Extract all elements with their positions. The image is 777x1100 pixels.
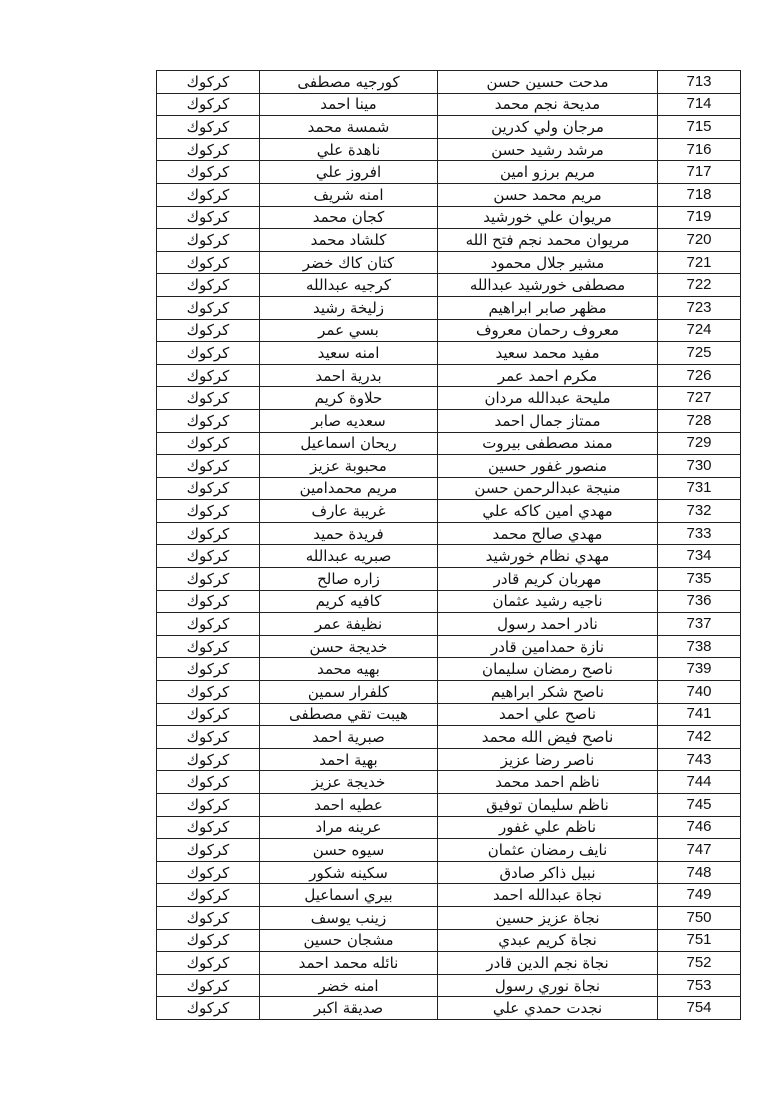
table-row: [157, 952, 741, 975]
row-number-cell: 728: [658, 409, 741, 432]
row-number-cell: 751: [658, 929, 741, 952]
table-row: [157, 138, 741, 161]
full-name-cell: مهدي امين كاكه علي: [438, 500, 658, 523]
full-name-cell: مهدي صالح محمد: [438, 522, 658, 545]
table-row: [157, 364, 741, 387]
mother-name-cell: مينا احمد: [260, 93, 438, 116]
mother-name-cell: كجان محمد: [260, 206, 438, 229]
row-number-cell: 741: [658, 703, 741, 726]
city-cell: كركوك: [157, 206, 260, 229]
mother-name-cell: صديقة اكبر: [260, 997, 438, 1020]
city-cell: كركوك: [157, 455, 260, 478]
mother-name-cell: شمسة محمد: [260, 116, 438, 139]
city-cell: كركوك: [157, 229, 260, 252]
full-name-cell: نايف رمضان عثمان: [438, 839, 658, 862]
full-name-cell: ناجيه رشيد عثمان: [438, 590, 658, 613]
city-cell: كركوك: [157, 681, 260, 704]
mother-name-cell: زاره صالح: [260, 568, 438, 591]
mother-name-cell: امنه شريف: [260, 183, 438, 206]
full-name-cell: ناصح شكر ابراهيم: [438, 681, 658, 704]
row-number-cell: 746: [658, 816, 741, 839]
full-name-cell: مهربان كريم قادر: [438, 568, 658, 591]
city-cell: كركوك: [157, 861, 260, 884]
row-number-cell: 753: [658, 974, 741, 997]
city-cell: كركوك: [157, 839, 260, 862]
city-cell: كركوك: [157, 387, 260, 410]
names-table: [156, 70, 741, 1020]
row-number-cell: 744: [658, 771, 741, 794]
mother-name-cell: كورجيه مصطفى: [260, 71, 438, 94]
row-number-cell: 739: [658, 658, 741, 681]
city-cell: كركوك: [157, 726, 260, 749]
row-number-cell: 717: [658, 161, 741, 184]
table-row: [157, 884, 741, 907]
mother-name-cell: حلاوة كريم: [260, 387, 438, 410]
city-cell: كركوك: [157, 658, 260, 681]
city-cell: كركوك: [157, 274, 260, 297]
table-row: [157, 613, 741, 636]
full-name-cell: مشير جلال محمود: [438, 251, 658, 274]
row-number-cell: 748: [658, 861, 741, 884]
city-cell: كركوك: [157, 116, 260, 139]
row-number-cell: 726: [658, 364, 741, 387]
mother-name-cell: كرجيه عبدالله: [260, 274, 438, 297]
table-row: [157, 93, 741, 116]
mother-name-cell: زينب يوسف: [260, 906, 438, 929]
full-name-cell: نبيل ذاكر صادق: [438, 861, 658, 884]
mother-name-cell: امنه سعيد: [260, 342, 438, 365]
full-name-cell: نجدت حمدي علي: [438, 997, 658, 1020]
table-row: [157, 274, 741, 297]
full-name-cell: ناظم علي غفور: [438, 816, 658, 839]
mother-name-cell: صبرية احمد: [260, 726, 438, 749]
mother-name-cell: محبوبة عزيز: [260, 455, 438, 478]
mother-name-cell: مريم محمدامين: [260, 477, 438, 500]
mother-name-cell: سكينه شكور: [260, 861, 438, 884]
row-number-cell: 732: [658, 500, 741, 523]
full-name-cell: مفيد محمد سعيد: [438, 342, 658, 365]
mother-name-cell: ناهدة علي: [260, 138, 438, 161]
row-number-cell: 743: [658, 748, 741, 771]
mother-name-cell: زليخة رشيد: [260, 296, 438, 319]
table-row: [157, 409, 741, 432]
city-cell: كركوك: [157, 477, 260, 500]
mother-name-cell: صبريه عبدالله: [260, 545, 438, 568]
mother-name-cell: فريدة حميد: [260, 522, 438, 545]
row-number-cell: 720: [658, 229, 741, 252]
city-cell: كركوك: [157, 590, 260, 613]
table-row: [157, 387, 741, 410]
full-name-cell: مدحت حسين حسن: [438, 71, 658, 94]
row-number-cell: 715: [658, 116, 741, 139]
full-name-cell: مريوان علي خورشيد: [438, 206, 658, 229]
row-number-cell: 725: [658, 342, 741, 365]
full-name-cell: نازة حمدامين قادر: [438, 635, 658, 658]
city-cell: كركوك: [157, 974, 260, 997]
mother-name-cell: غريبة عارف: [260, 500, 438, 523]
full-name-cell: منصور غفور حسين: [438, 455, 658, 478]
mother-name-cell: هيبت تقي مصطفى: [260, 703, 438, 726]
mother-name-cell: افروز علي: [260, 161, 438, 184]
city-cell: كركوك: [157, 635, 260, 658]
mother-name-cell: كافيه كريم: [260, 590, 438, 613]
row-number-cell: 735: [658, 568, 741, 591]
table-row: [157, 251, 741, 274]
city-cell: كركوك: [157, 794, 260, 817]
city-cell: كركوك: [157, 138, 260, 161]
city-cell: كركوك: [157, 613, 260, 636]
row-number-cell: 745: [658, 794, 741, 817]
row-number-cell: 747: [658, 839, 741, 862]
full-name-cell: منيجة عبدالرحمن حسن: [438, 477, 658, 500]
full-name-cell: ناصح علي احمد: [438, 703, 658, 726]
row-number-cell: 719: [658, 206, 741, 229]
city-cell: كركوك: [157, 251, 260, 274]
row-number-cell: 714: [658, 93, 741, 116]
table-row: [157, 71, 741, 94]
table-row: [157, 161, 741, 184]
mother-name-cell: كلفرار سمين: [260, 681, 438, 704]
city-cell: كركوك: [157, 568, 260, 591]
mother-name-cell: امنه خضر: [260, 974, 438, 997]
mother-name-cell: عطيه احمد: [260, 794, 438, 817]
table-row: [157, 658, 741, 681]
full-name-cell: نجاة نوري رسول: [438, 974, 658, 997]
row-number-cell: 738: [658, 635, 741, 658]
row-number-cell: 722: [658, 274, 741, 297]
table-row: [157, 568, 741, 591]
table-row: [157, 183, 741, 206]
table-row: [157, 906, 741, 929]
table-row: [157, 477, 741, 500]
city-cell: كركوك: [157, 952, 260, 975]
row-number-cell: 724: [658, 319, 741, 342]
full-name-cell: مكرم احمد عمر: [438, 364, 658, 387]
mother-name-cell: سيوه حسن: [260, 839, 438, 862]
mother-name-cell: بهية احمد: [260, 748, 438, 771]
row-number-cell: 740: [658, 681, 741, 704]
table-row: [157, 500, 741, 523]
full-name-cell: ممند مصطفى بيروت: [438, 432, 658, 455]
full-name-cell: مريوان محمد نجم فتح الله: [438, 229, 658, 252]
city-cell: كركوك: [157, 997, 260, 1020]
city-cell: كركوك: [157, 432, 260, 455]
city-cell: كركوك: [157, 409, 260, 432]
full-name-cell: نجاة عزيز حسين: [438, 906, 658, 929]
table-row: [157, 206, 741, 229]
full-name-cell: ناظم احمد محمد: [438, 771, 658, 794]
table-row: [157, 116, 741, 139]
full-name-cell: مصطفى خورشيد عبدالله: [438, 274, 658, 297]
document-sheet: [156, 70, 712, 1020]
row-number-cell: 749: [658, 884, 741, 907]
mother-name-cell: كلشاد محمد: [260, 229, 438, 252]
row-number-cell: 721: [658, 251, 741, 274]
city-cell: كركوك: [157, 522, 260, 545]
table-row: [157, 590, 741, 613]
table-row: [157, 771, 741, 794]
table-row: [157, 296, 741, 319]
row-number-cell: 734: [658, 545, 741, 568]
mother-name-cell: سعديه صابر: [260, 409, 438, 432]
table-row: [157, 703, 741, 726]
full-name-cell: مديحة نجم محمد: [438, 93, 658, 116]
table-row: [157, 681, 741, 704]
table-row: [157, 229, 741, 252]
full-name-cell: ناظم سليمان توفيق: [438, 794, 658, 817]
city-cell: كركوك: [157, 161, 260, 184]
table-row: [157, 432, 741, 455]
full-name-cell: مرجان ولي كدرين: [438, 116, 658, 139]
table-row: [157, 974, 741, 997]
mother-name-cell: عرينه مراد: [260, 816, 438, 839]
full-name-cell: نجاة نجم الدين قادر: [438, 952, 658, 975]
full-name-cell: ممتاز جمال احمد: [438, 409, 658, 432]
full-name-cell: معروف رحمان معروف: [438, 319, 658, 342]
city-cell: كركوك: [157, 500, 260, 523]
full-name-cell: مهدي نظام خورشيد: [438, 545, 658, 568]
city-cell: كركوك: [157, 183, 260, 206]
full-name-cell: نجاة كريم عبدي: [438, 929, 658, 952]
mother-name-cell: مشجان حسين: [260, 929, 438, 952]
row-number-cell: 737: [658, 613, 741, 636]
mother-name-cell: خديجة حسن: [260, 635, 438, 658]
row-number-cell: 716: [658, 138, 741, 161]
table-row: [157, 997, 741, 1020]
city-cell: كركوك: [157, 545, 260, 568]
table-row: [157, 342, 741, 365]
city-cell: كركوك: [157, 342, 260, 365]
row-number-cell: 727: [658, 387, 741, 410]
city-cell: كركوك: [157, 771, 260, 794]
table-row: [157, 455, 741, 478]
mother-name-cell: نائله محمد احمد: [260, 952, 438, 975]
full-name-cell: ناصح فيض الله محمد: [438, 726, 658, 749]
full-name-cell: مليحة عبدالله مردان: [438, 387, 658, 410]
full-name-cell: مريم محمد حسن: [438, 183, 658, 206]
row-number-cell: 754: [658, 997, 741, 1020]
table-row: [157, 319, 741, 342]
table-row: [157, 929, 741, 952]
table-row: [157, 816, 741, 839]
row-number-cell: 729: [658, 432, 741, 455]
mother-name-cell: بيري اسماعيل: [260, 884, 438, 907]
row-number-cell: 718: [658, 183, 741, 206]
row-number-cell: 733: [658, 522, 741, 545]
full-name-cell: نجاة عبدالله احمد: [438, 884, 658, 907]
table-row: [157, 748, 741, 771]
row-number-cell: 750: [658, 906, 741, 929]
row-number-cell: 731: [658, 477, 741, 500]
full-name-cell: ناصح رمضان سليمان: [438, 658, 658, 681]
table-row: [157, 839, 741, 862]
city-cell: كركوك: [157, 296, 260, 319]
full-name-cell: مرشد رشيد حسن: [438, 138, 658, 161]
full-name-cell: ناصر رضا عزيز: [438, 748, 658, 771]
names-table-body: [157, 71, 741, 1020]
row-number-cell: 713: [658, 71, 741, 94]
table-row: [157, 794, 741, 817]
full-name-cell: نادر احمد رسول: [438, 613, 658, 636]
table-row: [157, 545, 741, 568]
row-number-cell: 742: [658, 726, 741, 749]
city-cell: كركوك: [157, 703, 260, 726]
full-name-cell: مريم برزو امين: [438, 161, 658, 184]
full-name-cell: مظهر صابر ابراهيم: [438, 296, 658, 319]
city-cell: كركوك: [157, 71, 260, 94]
table-row: [157, 522, 741, 545]
mother-name-cell: بهيه محمد: [260, 658, 438, 681]
city-cell: كركوك: [157, 319, 260, 342]
city-cell: كركوك: [157, 816, 260, 839]
city-cell: كركوك: [157, 93, 260, 116]
city-cell: كركوك: [157, 906, 260, 929]
table-row: [157, 726, 741, 749]
mother-name-cell: ريحان اسماعيل: [260, 432, 438, 455]
row-number-cell: 752: [658, 952, 741, 975]
mother-name-cell: خديجة عزيز: [260, 771, 438, 794]
table-row: [157, 635, 741, 658]
mother-name-cell: بدرية احمد: [260, 364, 438, 387]
mother-name-cell: كتان كاك خضر: [260, 251, 438, 274]
row-number-cell: 730: [658, 455, 741, 478]
mother-name-cell: بسي عمر: [260, 319, 438, 342]
city-cell: كركوك: [157, 929, 260, 952]
city-cell: كركوك: [157, 884, 260, 907]
city-cell: كركوك: [157, 364, 260, 387]
row-number-cell: 736: [658, 590, 741, 613]
table-row: [157, 861, 741, 884]
city-cell: كركوك: [157, 748, 260, 771]
mother-name-cell: نظيفة عمر: [260, 613, 438, 636]
row-number-cell: 723: [658, 296, 741, 319]
